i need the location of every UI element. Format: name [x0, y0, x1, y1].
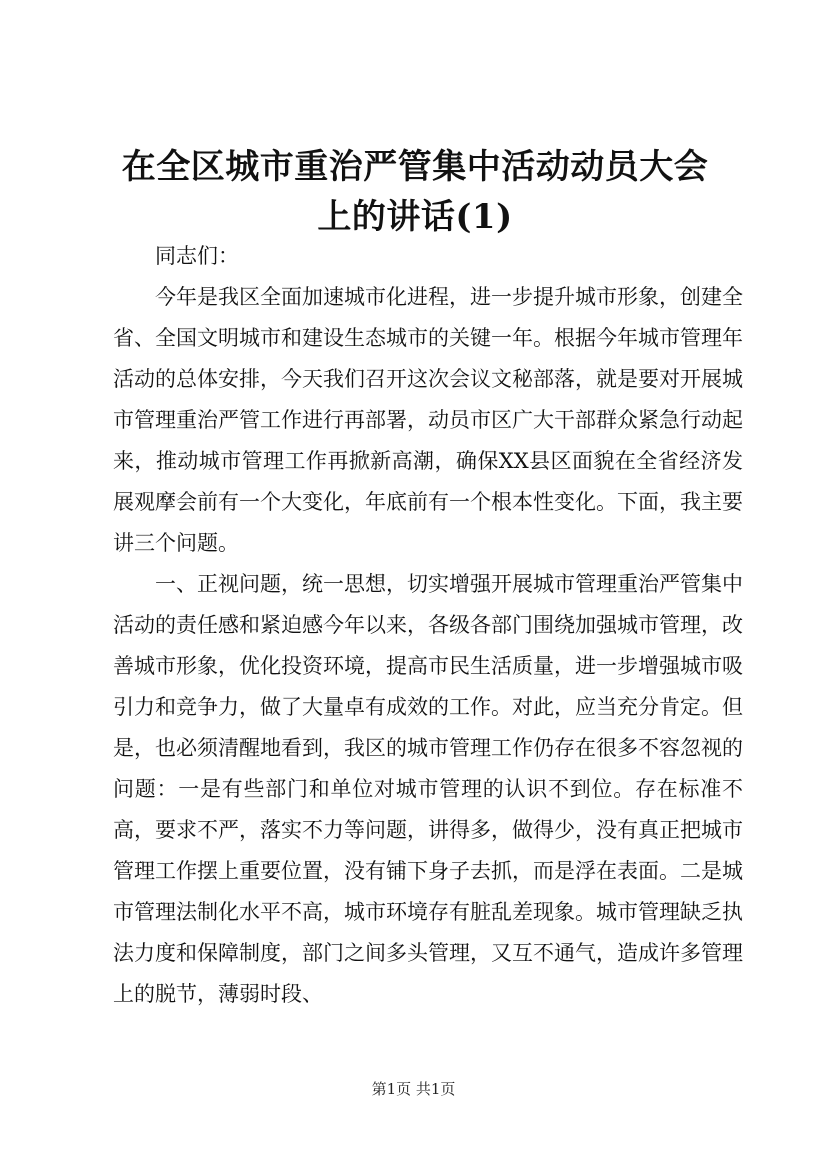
- paragraph-1: 今年是我区全面加速城市化进程，进一步提升城市形象，创建全省、全国文明城市和建设生态城市的关键一年。根据今年城市管理年活动的总体安排，今天我们召开这次会议文秘部落，就是要对开展城市管理重治严管工作进行再部署，动员市区广大干部群众紧急行动起来，推动城市管理工作再掀新高潮，确保XX县区面貌在全省经济发展观摩会前有一个大变化，年底前有一个根本性变化。下面，我主要讲三个问题。: [113, 285, 743, 555]
- document-body: [113, 236, 743, 1015]
- paragraph-2: 一、正视问题，统一思想，切实增强开展城市管理重治严管集中活动的责任感和紧迫感今年以来，各级各部门围绕加强城市管理，改善城市形象，优化投资环境，提高市民生活质量，进一步增强城市吸引力和竞争力，做了大量卓有成效的工作。对此，应当充分肯定。但是，也必须清醒地看到，我区的城市管理工作仍存在很多不容忽视的问题：一是有些部门和单位对城市管理的认识不到位。存在标准不高，要求不严，落实不力等问题，讲得多，做得少，没有真正把城市管理工作摆上重要位置，没有铺下身子去抓，而是浮在表面。二是城市管理法制化水平不高，城市环境存有脏乱差现象。城市管理缺乏执法力度和保障制度，部门之间多头管理，又互不通气，造成许多管理上的脱节，薄弱时段、: [113, 572, 743, 1006]
- document-title: 在全区城市重治严管集中活动动员大会上的讲话(1): [121, 147, 709, 237]
- salutation: 同志们：: [155, 244, 239, 268]
- page-footer: 第1页 共1页: [371, 1080, 456, 1098]
